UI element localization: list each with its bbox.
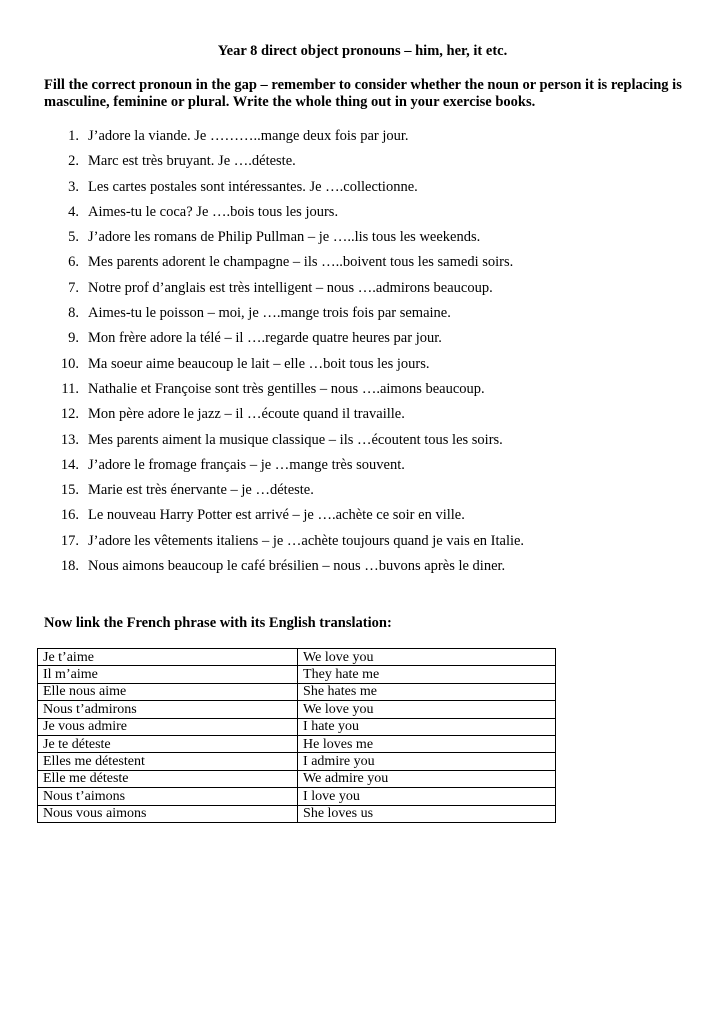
french-phrase-cell: Je t’aime bbox=[38, 649, 298, 666]
table-row bbox=[38, 701, 556, 718]
exercise-number: 15. bbox=[60, 482, 79, 499]
exercise-number: 7. bbox=[68, 279, 79, 296]
exercise-sentence: J’adore le fromage français – je …mange très souvent. bbox=[88, 456, 405, 473]
table-row bbox=[38, 753, 556, 770]
exercise-number: 13. bbox=[60, 431, 79, 448]
french-phrase-cell: Nous vous aimons bbox=[38, 805, 298, 822]
exercise-sentence: Mes parents aiment la musique classique – ils …écoutent tous les soirs. bbox=[88, 431, 503, 448]
exercise-number: 16. bbox=[60, 507, 79, 524]
english-translation-cell: I hate you bbox=[298, 718, 556, 735]
table-row bbox=[38, 718, 556, 735]
english-translation-cell: He loves me bbox=[298, 735, 556, 752]
exercise-number: 4. bbox=[68, 203, 79, 220]
exercise-sentence: Marc est très bruyant. Je ….déteste. bbox=[88, 153, 296, 170]
exercise-sentence: Mes parents adorent le champagne – ils …..boivent tous les samedi soirs. bbox=[88, 254, 514, 271]
french-phrase-cell: Elle nous aime bbox=[38, 683, 298, 700]
exercise-number: 5. bbox=[68, 229, 79, 246]
exercise-number: 18. bbox=[60, 558, 79, 575]
exercise-number: 10. bbox=[60, 355, 79, 372]
exercise-sentence: Mon père adore le jazz – il …écoute quand il travaille. bbox=[88, 406, 405, 423]
exercise-sentence: J’adore la viande. Je ………..mange deux fois par jour. bbox=[88, 128, 409, 144]
table-row bbox=[38, 788, 556, 805]
exercise-number: 9. bbox=[68, 330, 79, 347]
exercise-number: 6. bbox=[68, 254, 79, 271]
french-phrase-cell: Il m’aime bbox=[38, 666, 298, 683]
exercise-sentence: Aimes-tu le coca? Je ….bois tous les jours. bbox=[88, 203, 339, 220]
table-row bbox=[38, 805, 556, 822]
exercise-sentence: Ma soeur aime beaucoup le lait – elle …boit tous les jours. bbox=[88, 355, 430, 372]
french-phrase-cell: Elles me détestent bbox=[38, 753, 298, 770]
exercise-sentence: J’adore les vêtements italiens – je …achète toujours quand je vais en Italie. bbox=[88, 532, 525, 549]
english-translation-cell: We admire you bbox=[298, 770, 556, 787]
exercise-number: 17. bbox=[60, 532, 79, 549]
exercise-number: 3. bbox=[68, 178, 79, 195]
table-row bbox=[38, 649, 556, 666]
exercise-number: 14. bbox=[60, 456, 79, 473]
exercise-number: 2. bbox=[68, 153, 79, 170]
english-translation-cell: She hates me bbox=[298, 683, 556, 700]
exercise-number: 12. bbox=[60, 406, 79, 423]
english-translation-cell: I love you bbox=[298, 788, 556, 805]
english-translation-cell: I admire you bbox=[298, 753, 556, 770]
english-translation-cell: We love you bbox=[298, 701, 556, 718]
french-phrase-cell: Je te déteste bbox=[38, 735, 298, 752]
french-phrase-cell: Elle me déteste bbox=[38, 770, 298, 787]
matching-heading: Now link the French phrase with its English translation: bbox=[44, 615, 392, 631]
french-phrase-cell: Je vous admire bbox=[38, 718, 298, 735]
exercise-sentence: Les cartes postales sont intéressantes. Je ….collectionne. bbox=[88, 178, 418, 195]
exercise-sentence: Mon frère adore la télé – il ….regarde quatre heures par jour. bbox=[88, 330, 442, 347]
table-row bbox=[38, 735, 556, 752]
exercise-sentence: Nous aimons beaucoup le café brésilien – nous …buvons après le diner. bbox=[88, 558, 506, 575]
english-translation-cell: They hate me bbox=[298, 666, 556, 683]
exercise-sentence: Aimes-tu le poisson – moi, je ….mange trois fois par semaine. bbox=[88, 305, 451, 322]
table-row bbox=[38, 770, 556, 787]
table-row bbox=[38, 666, 556, 683]
exercise-number: 1. bbox=[68, 128, 79, 144]
exercise-sentence: J’adore les romans de Philip Pullman – je …..lis tous les weekends. bbox=[88, 229, 481, 246]
exercise-sentence: Le nouveau Harry Potter est arrivé – je ….achète ce soir en ville. bbox=[88, 507, 465, 524]
english-translation-cell: She loves us bbox=[298, 805, 556, 822]
exercise-number: 8. bbox=[68, 305, 79, 322]
exercise-sentence: Notre prof d’anglais est très intelligent – nous ….admirons beaucoup. bbox=[88, 279, 493, 296]
matching-table bbox=[37, 648, 556, 823]
exercise-sentence: Marie est très énervante – je …déteste. bbox=[88, 482, 314, 499]
table-row bbox=[38, 683, 556, 700]
french-phrase-cell: Nous t’admirons bbox=[38, 701, 298, 718]
french-phrase-cell: Nous t’aimons bbox=[38, 788, 298, 805]
instructions-text: Fill the correct pronoun in the gap – remember to consider whether the noun or person it is replacing is masculine, feminine or plural. Write the whole thing out in your exercise books. bbox=[44, 77, 682, 110]
exercise-number: 11. bbox=[61, 380, 79, 397]
english-translation-cell: We love you bbox=[298, 649, 556, 666]
exercise-sentence: Nathalie et Françoise sont très gentilles – nous ….aimons beaucoup. bbox=[88, 380, 485, 397]
worksheet-title: Year 8 direct object pronouns – him, her, it etc. bbox=[217, 43, 508, 59]
